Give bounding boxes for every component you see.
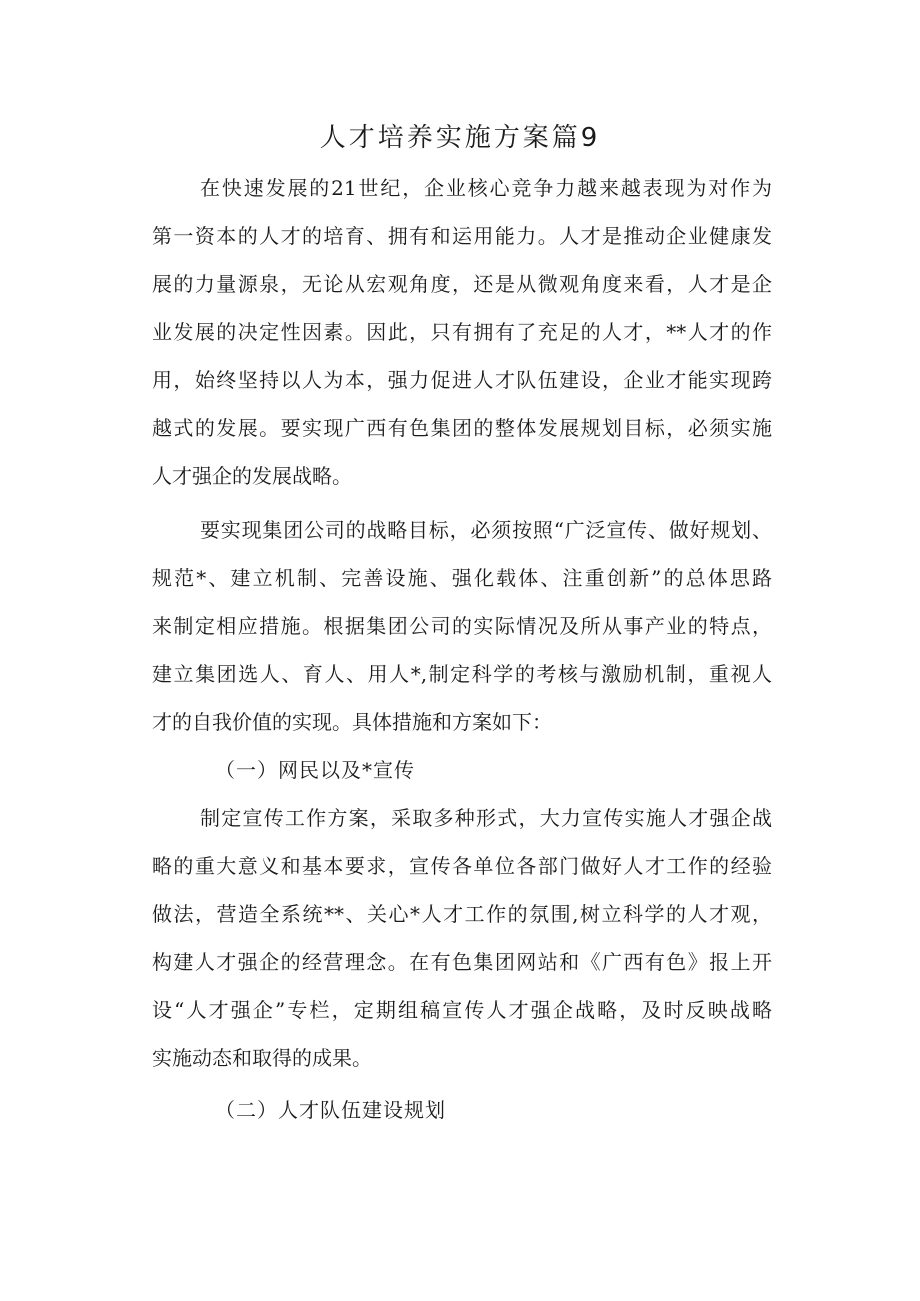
paragraph-2-line-1: 要实现集团公司的战略目标，必须按照“广泛宣传、做好规划、 xyxy=(200,518,772,542)
paragraph-1-line-1: 在快速发展的21世纪，企业核心竞争力越来越表现为对作为 xyxy=(200,176,772,200)
paragraph-3-line-1: 制定宣传工作方案，采取多种形式，大力宣传实施人才强企战 xyxy=(200,806,772,830)
paragraph-3-line-5: 设“人才强企”专栏，定期组稿宣传人才强企战略，及时反映战略 xyxy=(152,998,772,1022)
section-heading-1: （一）网民以及*宣传 xyxy=(215,758,415,782)
paragraph-1-line-2: 第一资本的人才的培育、拥有和运用能力。人才是推动企业健康发 xyxy=(152,224,772,248)
paragraph-3-line-3: 做法，营造全系统**、关心*人才工作的氛围,树立科学的人才观， xyxy=(152,902,772,926)
paragraph-2-line-5: 才的自我价值的实现。具体措施和方案如下： xyxy=(152,710,552,734)
paragraph-2-line-4: 建立集团选人、育人、用人*,制定科学的考核与激励机制，重视人 xyxy=(152,662,772,686)
paragraph-3-line-2: 略的重大意义和基本要求，宣传各单位各部门做好人才工作的经验 xyxy=(152,854,772,878)
document-title: 人才培养实施方案篇9 xyxy=(319,123,601,153)
paragraph-3-line-4: 构建人才强企的经营理念。在有色集团网站和《广西有色》报上开 xyxy=(152,950,772,974)
paragraph-1-line-6: 越式的发展。要实现广西有色集团的整体发展规划目标，必须实施 xyxy=(152,416,772,440)
paragraph-1-line-4: 业发展的决定性因素。因此，只有拥有了充足的人才，**人才的作 xyxy=(152,320,772,344)
paragraph-3-line-6: 实施动态和取得的成果。 xyxy=(152,1046,372,1070)
paragraph-1-line-3: 展的力量源泉，无论从宏观角度，还是从微观角度来看，人才是企 xyxy=(152,272,772,296)
section-heading-2: （二）人才队伍建设规划 xyxy=(215,1098,446,1122)
paragraph-2-line-2: 规范*、建立机制、完善设施、强化载体、注重创新”的总体思路 xyxy=(152,566,772,590)
paragraph-2-line-3: 来制定相应措施。根据集团公司的实际情况及所从事产业的特点， xyxy=(152,614,772,638)
paragraph-1-line-5: 用，始终坚持以人为本，强力促进人才队伍建设，企业才能实现跨 xyxy=(152,368,772,392)
paragraph-1-line-7: 人才强企的发展战略。 xyxy=(152,464,352,488)
